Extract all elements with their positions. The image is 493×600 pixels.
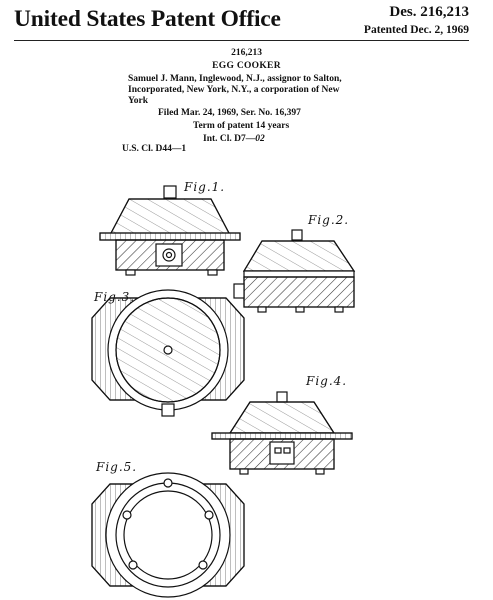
foot xyxy=(199,561,207,569)
us-class: U.S. Cl. D44—1 xyxy=(122,144,187,154)
figure-2-side-view xyxy=(234,230,354,312)
dome-lid xyxy=(110,199,230,235)
front-control xyxy=(162,404,174,416)
int-cl-prefix: Int. Cl. D7— xyxy=(203,134,256,144)
side-control xyxy=(234,284,244,298)
figure-4-front-view xyxy=(212,392,352,474)
int-cl-suffix: 02 xyxy=(255,134,265,144)
filing-info: Filed Mar. 24, 1969, Ser. No. 16,397 xyxy=(158,108,301,118)
patent-date: Patented Dec. 2, 1969 xyxy=(363,24,469,36)
top-knob xyxy=(277,392,287,402)
base-band xyxy=(244,277,354,307)
figure-5-bottom-view xyxy=(92,473,244,597)
assignor-line-1: Samuel J. Mann, Inglewood, N.J., assignor to Salton, xyxy=(128,74,342,84)
top-knob xyxy=(164,186,176,198)
foot xyxy=(129,561,137,569)
figure-5-label: Fig.5. xyxy=(96,460,138,474)
office-title: United States Patent Office xyxy=(14,6,281,32)
patent-term: Term of patent 14 years xyxy=(193,121,290,131)
dome-lid xyxy=(230,402,334,433)
patent-number: 216,213 xyxy=(231,48,262,58)
assignor-line-3: York xyxy=(128,96,149,106)
figure-2-label: Fig.2. xyxy=(308,213,350,227)
foot xyxy=(205,511,213,519)
figure-1-label: Fig.1. xyxy=(184,180,226,194)
assignor-line-2: Incorporated, New York, N.Y., a corporation of New xyxy=(128,85,340,95)
figure-3-top-view xyxy=(92,290,244,416)
design-number: Des. 216,213 xyxy=(389,4,469,20)
figure-1-front-view xyxy=(100,186,240,275)
figure-3-label: Fig.3. xyxy=(94,290,136,304)
patent-title: EGG COOKER xyxy=(212,61,281,71)
foot xyxy=(123,511,131,519)
figure-4-label: Fig.4. xyxy=(306,374,348,388)
top-knob xyxy=(292,230,302,240)
